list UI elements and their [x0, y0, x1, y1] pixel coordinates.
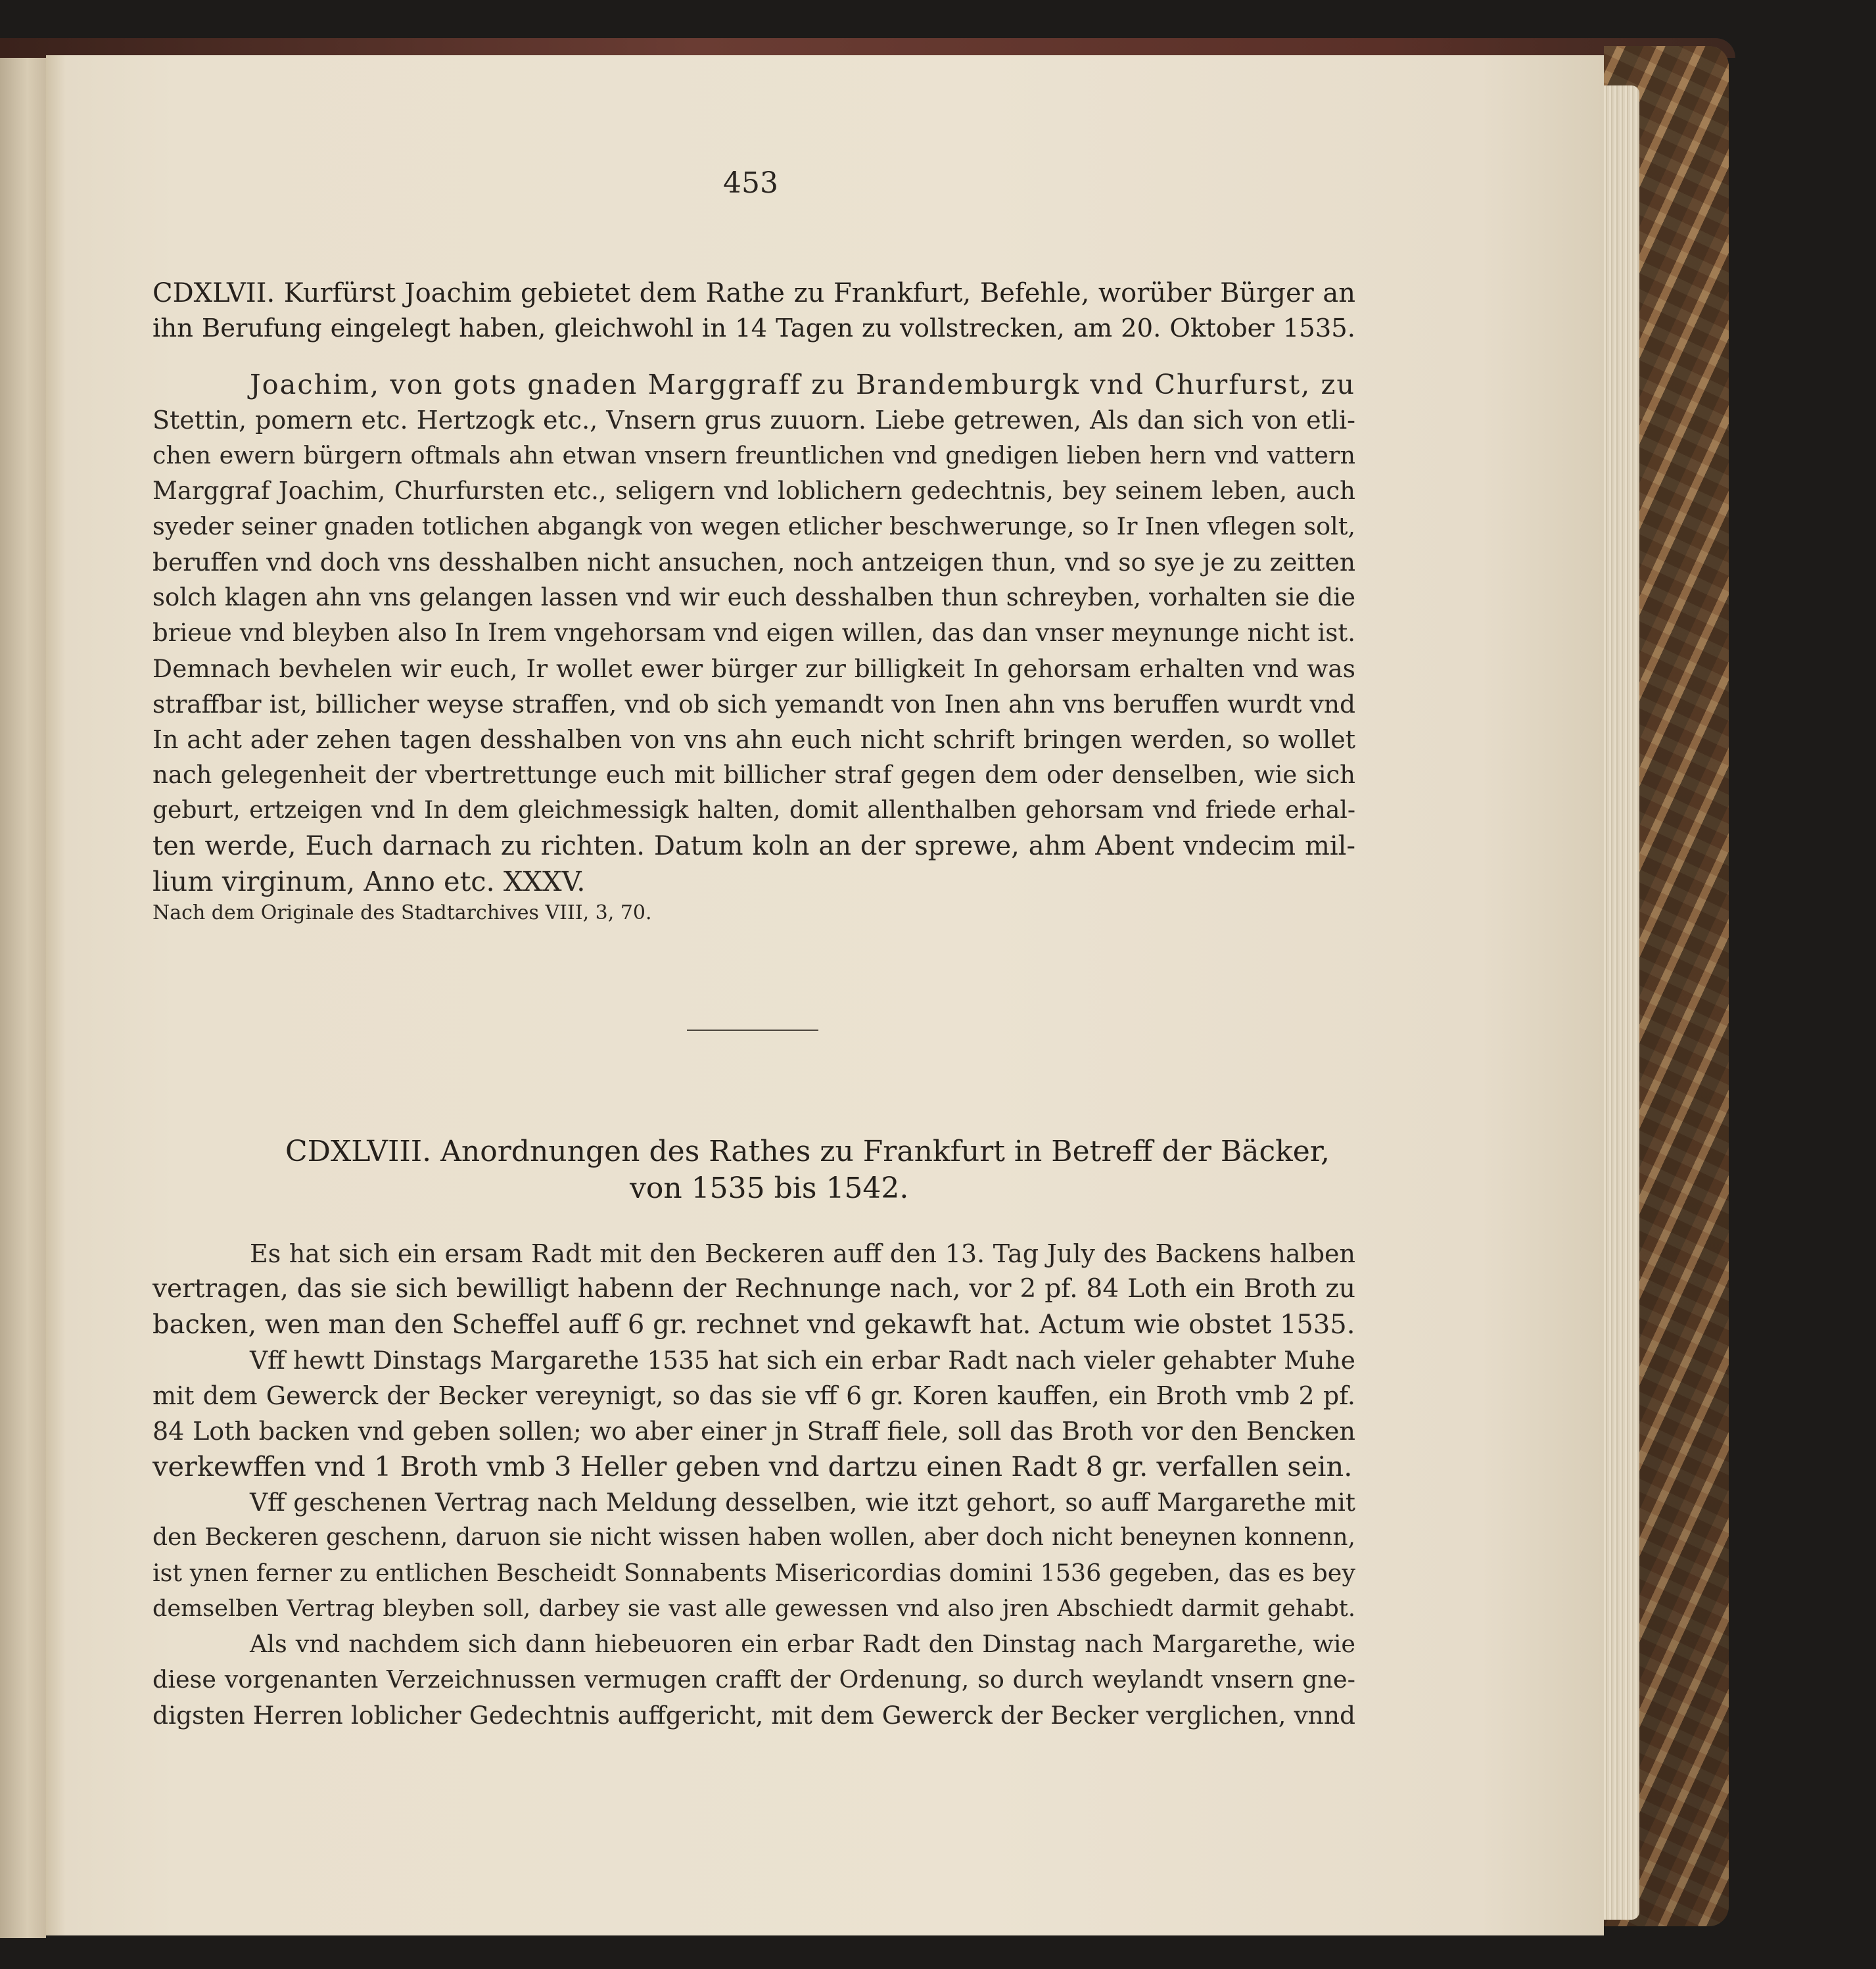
doc1-heading-line2: ihn Berufung eingelegt haben, gleichwohl in 14 Tagen zu vollstrecken, am 20. Oktober 1535. — [152, 314, 1355, 343]
doc2-line: vertragen, das sie sich bewilligt habenn der Rechnunge nach, vor 2 pf. 84 Loth ein Broth zu — [152, 1274, 1355, 1304]
left-page-sliver — [0, 58, 46, 1938]
doc1-line: beruffen vnd doch vns desshalben nicht ansuchen, noch antzeigen thun, vnd so sye je zu zeitten — [152, 548, 1355, 577]
doc2-line: backen, wen man den Scheffel auff 6 gr. rechnet vnd gekawft hat. Actum wie obstet 1535. — [152, 1310, 1355, 1340]
doc1-line: Stettin, pomern etc. Hertzogk etc., Vnsern grus zuuorn. Liebe getrewen, Als dan sich von etli- — [152, 406, 1355, 435]
doc1-line: Marggraf Joachim, Churfursten etc., seligern vnd loblichern gedechtnis, bey seinem leben, auch — [152, 477, 1355, 505]
doc2-heading-line2: von 1535 bis 1542. — [630, 1172, 909, 1205]
doc1-line: chen ewern bürgern oftmals ahn etwan vnsern freuntlichen vnd gnedigen lieben hern vnd vattern — [152, 441, 1355, 469]
doc2-line: Es hat sich ein ersam Radt mit den Beckeren auff den 13. Tag July des Backens halben — [250, 1239, 1355, 1268]
doc1-line: syeder seiner gnaden totlichen abgangk von wegen etlicher beschwerunge, so Ir Inen vflegen solt, — [152, 512, 1355, 540]
doc1-line: nach gelegenheit der vbertrettunge euch mit billicher straf gegen dem oder denselben, wie sich — [152, 761, 1355, 789]
doc1-line: Demnach bevhelen wir euch, Ir wollet ewer bürger zur billigkeit In gehorsam erhalten vnd was — [152, 654, 1355, 683]
doc1-line: lium virginum, Anno etc. XXXV. — [152, 865, 586, 897]
doc2-line: ist ynen ferner zu entlichen Bescheidt Sonnabents Misericordias domini 1536 gegeben, das es bey — [152, 1559, 1355, 1587]
doc1-line: Joachim, von gots gnaden Marggraff zu Brandemburgk vnd Churfurst, zu — [250, 368, 1356, 400]
doc1-heading-line1: CDXLVII. Kurfürst Joachim gebietet dem Rathe zu Frankfurt, Befehle, worüber Bürger an — [152, 278, 1355, 308]
doc2-line: demselben Vertrag bleyben soll, darbey sie vast alle gewessen vnd also jren Abschiedt darmit gehabt. — [152, 1596, 1355, 1622]
doc2-line: mit dem Gewerck der Becker vereynigt, so das sie vff 6 gr. Koren kauffen, ein Broth vmb 2 pf. — [152, 1381, 1355, 1410]
doc2-heading-line1: CDXLVIII. Anordnungen des Rathes zu Frankfurt in Betreff der Bäcker, — [285, 1135, 1330, 1168]
doc2-line: Vff hewtt Dinstags Margarethe 1535 hat sich ein erbar Radt nach vieler gehabter Muhe — [250, 1346, 1355, 1375]
doc2-line: diese vorgenanten Verzeichnussen vermugen crafft der Ordenung, so durch weylandt vnsern gne- — [152, 1665, 1355, 1694]
doc2-line: verkewffen vnd 1 Broth vmb 3 Heller geben vnd dartzu einen Radt 8 gr. verfallen sein. — [152, 1450, 1353, 1483]
doc2-line: den Beckeren geschenn, daruon sie nicht wissen haben wollen, aber doch nicht beneynen konnenn, — [152, 1524, 1355, 1551]
doc1-source-note: Nach dem Originale des Stadtarchives VIII, 3, 70. — [152, 901, 652, 924]
section-divider — [687, 1030, 818, 1031]
doc2-line: Als vnd nachdem sich dann hiebeuoren ein erbar Radt den Dinstag nach Margarethe, wie — [250, 1630, 1355, 1658]
doc2-line: digsten Herren loblicher Gedechtnis auffgericht, mit dem Gewerck der Becker verglichen, vnnd — [152, 1701, 1355, 1730]
doc2-line: Vff geschenen Vertrag nach Meldung desselben, wie itzt gehort, so auff Margarethe mit — [250, 1488, 1355, 1517]
doc2-line: 84 Loth backen vnd geben sollen; wo aber einer jn Straff fiele, soll das Broth vor den Bencken — [152, 1417, 1355, 1446]
page-number: 453 — [723, 166, 778, 200]
doc1-line: ten werde, Euch darnach zu richten. Datum koln an der sprewe, ahm Abent vndecim mil- — [152, 831, 1355, 861]
doc1-line: geburt, ertzeigen vnd In dem gleichmessigk halten, domit allenthalben gehorsam vnd friede erhal- — [152, 797, 1355, 824]
doc1-line: brieue vnd bleyben also In Irem vngehorsam vnd eigen willen, das dan vnser meynunge nicht ist. — [152, 619, 1355, 647]
doc1-line: In acht ader zehen tagen desshalben von vns ahn euch nicht schrift bringen werden, so wollet — [152, 725, 1355, 754]
doc1-line: solch klagen ahn vns gelangen lassen vnd wir euch desshalben thun schreyben, vorhalten sie die — [152, 583, 1355, 611]
doc1-line: straffbar ist, billicher weyse straffen, vnd ob sich yemandt von Inen ahn vns beruffen wurdt vnd — [152, 690, 1355, 719]
